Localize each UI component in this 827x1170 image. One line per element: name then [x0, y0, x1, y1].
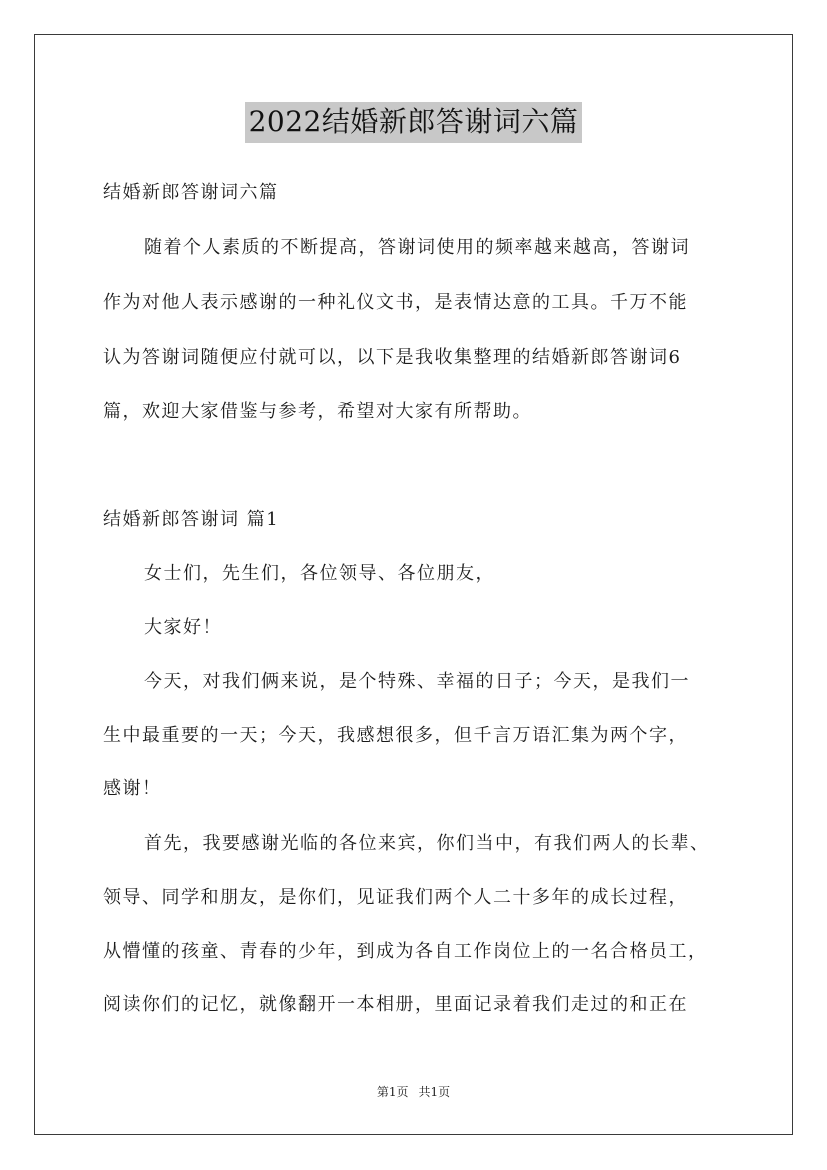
intro-line-2: 作为对他人表示感谢的一种礼仪文书，是表情达意的工具。千万不能 [103, 292, 688, 313]
para1-line-3: 感谢！ [103, 778, 162, 799]
para2-line-3: 从懵懂的孩童、青春的少年，到成为各自工作岗位上的一名合格员工， [103, 941, 708, 962]
page-number: 第1页 [376, 1085, 409, 1099]
para1-line-1: 今天，对我们俩来说，是个特殊、幸福的日子；今天，是我们一 [144, 671, 690, 692]
para2-line-1: 首先，我要感谢光临的各位来宾，你们当中，有我们两人的长辈、 [144, 833, 710, 854]
subtitle: 结婚新郎答谢词六篇 [103, 182, 279, 203]
title-container [0, 102, 827, 143]
para2-line-2: 领导、同学和朋友，是你们，见证我们两个人二十多年的成长过程， [103, 887, 688, 908]
page-total: 共1页 [418, 1085, 451, 1099]
para2-line-4: 阅读你们的记忆，就像翻开一本相册，里面记录着我们走过的和正在 [103, 994, 688, 1015]
intro-line-3: 认为答谢词随便应付就可以，以下是我收集整理的结婚新郎答谢词6 [103, 347, 682, 368]
hello-line: 大家好！ [144, 617, 222, 638]
para1-line-2: 生中最重要的一天；今天，我感想很多，但千言万语汇集为两个字， [103, 725, 688, 746]
greeting-line: 女士们，先生们，各位领导、各位朋友， [144, 563, 495, 584]
intro-line-1: 随着个人素质的不断提高，答谢词使用的频率越来越高，答谢词 [144, 237, 690, 258]
page-footer [0, 1084, 827, 1100]
section-heading: 结婚新郎答谢词 篇1 [103, 509, 280, 530]
document-title: 2022结婚新郎答谢词六篇 [245, 102, 583, 143]
intro-line-4: 篇，欢迎大家借鉴与参考，希望对大家有所帮助。 [103, 401, 532, 422]
